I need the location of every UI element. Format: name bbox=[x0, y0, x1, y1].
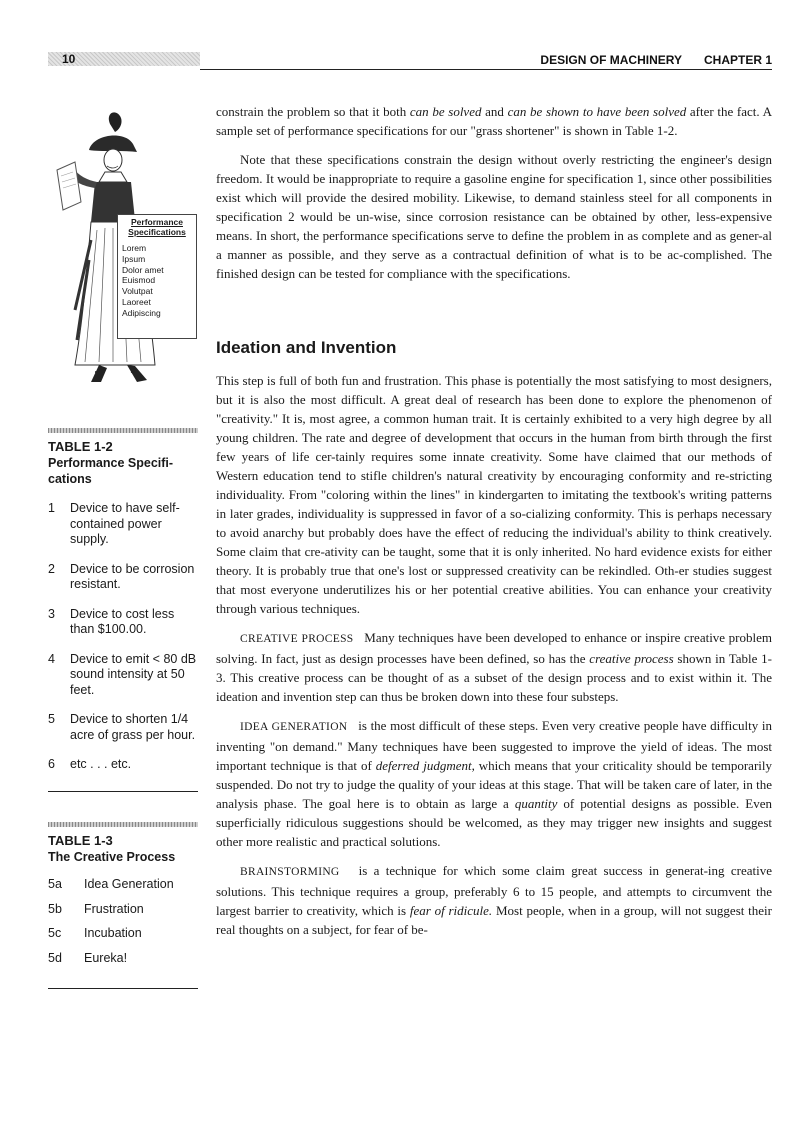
item-text: etc . . . etc. bbox=[70, 757, 132, 771]
sheet-item: Euismod bbox=[122, 275, 156, 286]
sheet-item: Lorem bbox=[122, 243, 147, 253]
run-in-heading: CREATIVE PROCESS bbox=[240, 633, 354, 645]
item-text: Device to cost less than $100.00. bbox=[70, 606, 175, 636]
text-run: constrain the problem so that it both bbox=[216, 104, 410, 119]
run-in-heading: BRAINSTORMING bbox=[240, 866, 340, 878]
chapter-label: CHAPTER 1 bbox=[703, 53, 772, 67]
item-text: Device to have self-contained power supply. bbox=[70, 501, 180, 546]
item-text: Frustration bbox=[84, 901, 144, 916]
table-caption: Performance Specifi- cations bbox=[48, 456, 174, 486]
section-heading: Ideation and Invention bbox=[216, 338, 397, 357]
table-item bbox=[48, 562, 198, 593]
item-text: Idea Generation bbox=[84, 877, 174, 891]
table-item bbox=[48, 877, 198, 893]
sheet-title: Performance Specifications bbox=[128, 217, 186, 237]
item-text: Device to shorten 1/4 acre of grass per hour. bbox=[70, 712, 196, 742]
item-number: 6 bbox=[48, 757, 55, 771]
header-rule bbox=[200, 69, 772, 70]
table-label: TABLE 1-3 bbox=[48, 833, 113, 848]
item-text: Incubation bbox=[84, 926, 142, 940]
table-item bbox=[48, 902, 198, 918]
table-1-3 bbox=[48, 822, 198, 989]
emphasis: can be shown to have been solved bbox=[507, 104, 687, 119]
paragraph bbox=[216, 716, 772, 851]
emphasis: creative process bbox=[589, 651, 674, 666]
item-text: Device to be corrosion resistant. bbox=[70, 561, 195, 591]
paragraph: Note that these specifications constrain the design without overly restricting the engineer's design freedom. It would be inappropriate to require a gasoline engine for specification 1, since other possibilities exist which will provide the desired mobility. Likewise, to demand stainless steel for all components in specification 2 would be un-wise, since corrosion resistance can be obtained by other, less-expensive means. In short, the performance specifications serve to define the problem in as complete and as gener-al a manner as possible, and they serve as a contractual definition of what is to be ac-complished. The finished design can be tested for compliance with the specifications. bbox=[216, 152, 772, 281]
text-run: Most people, when in a group, will not suggest their real thoughts on a subject, for fear of be- bbox=[216, 903, 772, 937]
text-run: which means that your criticality should be temporarily suspended. Do not try to judge the quality of your ideas at this stage. That will be taken care of later, in the analysis phase. The goal here is to obtain as large a bbox=[216, 758, 772, 811]
running-title bbox=[540, 52, 772, 68]
table-caption: The Creative Process bbox=[48, 850, 176, 864]
table-hatch-bar bbox=[48, 822, 198, 827]
text-run: is a technique for which some claim great success in generat-ing creative solutions. This technique requires a group, preferably 6 to 15 people, and attempts to circumvent the largest barrier to creativity, which is bbox=[216, 863, 773, 918]
paragraph bbox=[216, 628, 772, 706]
item-number: 5a bbox=[48, 877, 62, 891]
table-item bbox=[48, 712, 198, 743]
body-text-bottom bbox=[216, 371, 772, 939]
table-item bbox=[48, 951, 198, 967]
book-title: DESIGN OF MACHINERY bbox=[540, 53, 682, 67]
sheet-item: Volutpat bbox=[122, 286, 153, 297]
table-item bbox=[48, 757, 198, 773]
sheet-item: Laoreet bbox=[122, 296, 151, 307]
item-number: 5d bbox=[48, 950, 62, 965]
item-number: 1 bbox=[48, 501, 55, 515]
run-in-heading: IDEA GENERATION bbox=[240, 721, 348, 733]
sheet-item: Ipsum bbox=[122, 253, 146, 264]
table-item bbox=[48, 652, 198, 699]
paragraph bbox=[216, 861, 772, 939]
body-text-top bbox=[216, 102, 772, 283]
emphasis: quantity bbox=[514, 796, 558, 811]
emphasis: can be solved bbox=[409, 104, 482, 119]
item-text: Device to emit < 80 dB sound intensity at 50 feet. bbox=[70, 651, 197, 697]
text-run: and bbox=[481, 104, 508, 119]
text-run: is the most difficult of these steps. Even very creative people have difficulty in inventing "on demand." Many techniques have been suggested to improve the yield of ideas. The most important technique is that of bbox=[216, 718, 773, 773]
text-run: Many techniques have been developed to enhance or inspire creative problem solving. In fact, just as design processes have been defined, so has the bbox=[216, 630, 772, 666]
item-number: 5b bbox=[48, 901, 62, 916]
item-text: Eureka! bbox=[84, 950, 128, 965]
sheet-item: Adipiscing bbox=[122, 307, 161, 318]
specification-sheet bbox=[117, 214, 197, 339]
paragraph bbox=[216, 102, 772, 140]
illustration-woman-with-specifications bbox=[55, 110, 205, 395]
table-hatch-bar bbox=[48, 428, 198, 433]
paragraph: This step is full of both fun and frustration. This phase is potentially the most satisfying to most designers, but it is also the most difficult. A great deal of research has been done to explore the phenomenon of "creativity." It is, most agree, a common human trait. It is certainly exhibited to a very high degree by all young children. The rate and degree of development that occurs in the human from birth through the first few years of life cer-tainly requires some innate creativity. Some have claimed that our methods of Western education tend to stifle children's natural creativity by encouraging conformity and re-stricting individuality. From "coloring within the lines" in kindergarten to imitating the textbook's writing patterns in later grades, individuality is suppressed in favor of a so-cializing conformity. This is perhaps necessary to avoid anarchy but probably does have the effect of reducing the individual's ability to think creatively. Some claim that cre-ativity can be taught, some that it is only inherited. No hard evidence exists for either theory. It is probably true that one's lost or suppressed creativity can be rekindled. Oth-er studies suggest that most everyone underutilizes his or her potential creative abilities. You can enhance your creativity through various techniques. bbox=[216, 373, 772, 616]
item-number: 5c bbox=[48, 926, 62, 940]
text-run: of potential designs as possible. Even superficially ridiculous suggestions should be welcomed, as they may trigger new insights and suggest other more realistic and practical solutions. bbox=[216, 796, 772, 849]
emphasis: deferred judgment, bbox=[375, 758, 475, 773]
table-end-rule bbox=[48, 791, 198, 792]
table-1-2 bbox=[48, 428, 198, 792]
table-item bbox=[48, 607, 198, 638]
table-label: TABLE 1-2 bbox=[48, 439, 113, 454]
item-number: 4 bbox=[48, 651, 55, 666]
emphasis: fear of ridicule. bbox=[409, 903, 493, 918]
page-number: 10 bbox=[48, 52, 200, 66]
table-item bbox=[48, 926, 198, 942]
item-number: 2 bbox=[48, 561, 55, 576]
table-item bbox=[48, 501, 198, 548]
page-header bbox=[48, 50, 772, 70]
sheet-item: Dolor amet bbox=[122, 264, 164, 275]
item-number: 3 bbox=[48, 606, 55, 621]
table-end-rule bbox=[48, 988, 198, 989]
text-run: after the fact. A sample set of performance specifications for our "grass shortener" is shown in Table 1-2. bbox=[216, 104, 772, 138]
item-number: 5 bbox=[48, 712, 55, 726]
text-run: shown in Table 1-3. This creative process can be thought of as a subset of the design process and to exist within it. The ideation and invention step can thus be broken down into these four substeps. bbox=[216, 651, 773, 704]
